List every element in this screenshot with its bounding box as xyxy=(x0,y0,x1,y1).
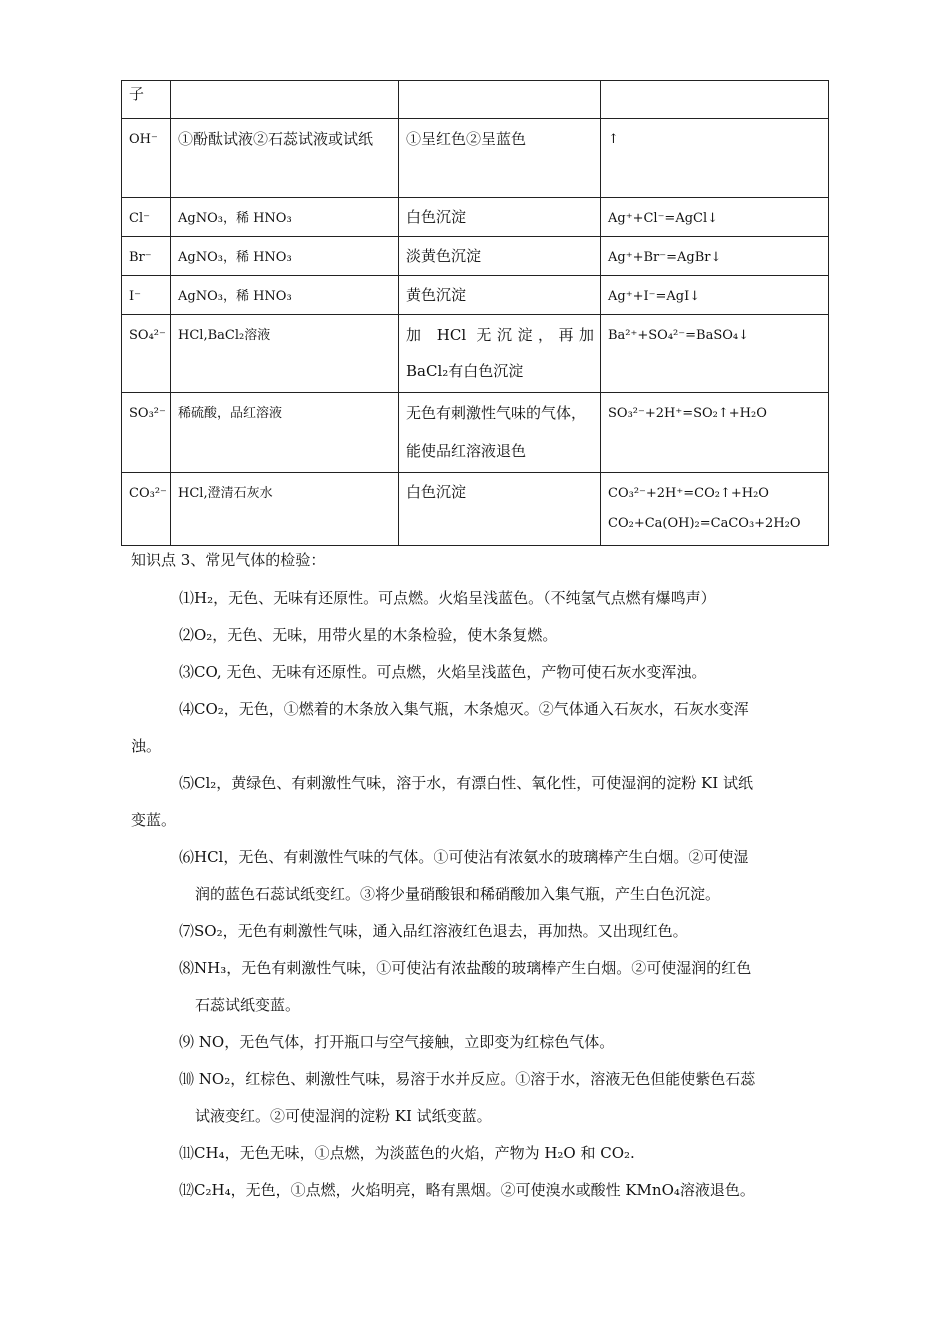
equation-line: CO₂+Ca(OH)₂=CaCO₃+2H₂O xyxy=(608,516,801,531)
item-text: ⑷CO₂，无色，①燃着的木条放入集气瓶，木条熄灭。②气体通入石灰水，石灰水变浑 xyxy=(179,700,749,718)
ion-test-table xyxy=(121,80,829,546)
equation-cell xyxy=(601,81,829,119)
item-text: ⑸Cl₂，黄绿色、有刺激性气味，溶于水，有漂白性、氧化性，可使湿润的淀粉 KI 试纸 xyxy=(179,774,753,792)
reagent-cell: HCl,澄清石灰水 xyxy=(171,473,399,546)
item-text: ⑻NH₃，无色有刺激性气味，①可使沾有浓盐酸的玻璃棒产生白烟。②可使湿润的红色 xyxy=(179,959,752,977)
ion-cell: SO₄²⁻ xyxy=(122,315,171,393)
list-item xyxy=(131,1135,821,1172)
reagent-cell: AgNO₃，稀 HNO₃ xyxy=(171,276,399,315)
reagent-cell: ①酚酞试液②石蕊试液或试纸 xyxy=(171,119,399,198)
reagent-cell: AgNO₃，稀 HNO₃ xyxy=(171,237,399,276)
item-text: ⑿C₂H₄，无色，①点燃，火焰明亮，略有黑烟。②可使溴水或酸性 KMnO₄溶液退色。 xyxy=(179,1181,755,1199)
ion-cell: SO₃²⁻ xyxy=(122,393,171,473)
table-row xyxy=(122,119,829,198)
item-text: ⑹HCl，无色、有刺激性气味的气体。①可使沾有浓氨水的玻璃棒产生白烟。②可使湿 xyxy=(179,848,749,866)
item-cont: 润的蓝色石蕊试纸变红。③将少量硝酸银和稀硝酸加入集气瓶，产生白色沉淀。 xyxy=(195,885,721,903)
list-item xyxy=(131,654,821,691)
reagent-cell: 稀硫酸，品红溶液 xyxy=(171,393,399,473)
phenomenon-cell: 淡黄色沉淀 xyxy=(399,237,601,276)
ion-cell: OH⁻ xyxy=(122,119,171,198)
list-item xyxy=(131,950,821,1024)
item-cont: 石蕊试纸变蓝。 xyxy=(195,996,301,1014)
item-text: ⑽ NO₂，红棕色、刺激性气味，易溶于水并反应。①溶于水，溶液无色但能使紫色石蕊 xyxy=(179,1070,756,1088)
table-row xyxy=(122,393,829,473)
phenomenon-cell: 加 HCl 无沉淀，再加 BaCl₂有白色沉淀 xyxy=(399,315,601,393)
equation-cell: SO₃²⁻+2H⁺=SO₂↑+H₂O xyxy=(601,393,829,473)
phenomenon-cell xyxy=(399,81,601,119)
phenomenon-cell: 白色沉淀 xyxy=(399,198,601,237)
item-cont: 变蓝。 xyxy=(131,811,177,829)
item-text: ⑵O₂，无色、无味，用带火星的木条检验，使木条复燃。 xyxy=(179,626,558,644)
equation-cell: ↑ xyxy=(601,119,829,198)
item-cont: 浊。 xyxy=(131,737,162,755)
list-item xyxy=(131,1024,821,1061)
item-cont: 试液变红。②可使湿润的淀粉 KI 试纸变蓝。 xyxy=(195,1107,492,1125)
equation-cell: Ag⁺+Br⁻=AgBr↓ xyxy=(601,237,829,276)
table-row xyxy=(122,473,829,546)
list-item xyxy=(131,765,821,839)
list-item xyxy=(131,1061,821,1135)
ion-cell: Br⁻ xyxy=(122,237,171,276)
phenomenon-cell: ①呈红色②呈蓝色 xyxy=(399,119,601,198)
item-text: ⑺SO₂，无色有刺激性气味，通入品红溶液红色退去，再加热。又出现红色。 xyxy=(179,922,688,940)
equation-cell: Ag⁺+I⁻=AgI↓ xyxy=(601,276,829,315)
item-text: ⑼ NO，无色气体，打开瓶口与空气接触，立即变为红棕色气体。 xyxy=(179,1033,615,1051)
phenomenon-cell: 白色沉淀 xyxy=(399,473,601,546)
equation-cell: Ag⁺+Cl⁻=AgCl↓ xyxy=(601,198,829,237)
phenomenon-cell: 黄色沉淀 xyxy=(399,276,601,315)
item-text: ⑾CH₄，无色无味，①点燃，为淡蓝色的火焰，产物为 H₂O 和 CO₂. xyxy=(179,1144,635,1162)
reagent-cell: AgNO₃，稀 HNO₃ xyxy=(171,198,399,237)
equation-line: CO₃²⁻+2H⁺=CO₂↑+H₂O xyxy=(608,486,769,501)
table-row xyxy=(122,315,829,393)
item-text: ⑴H₂，无色、无味有还原性。可点燃。火焰呈浅蓝色。（不纯氢气点燃有爆鸣声） xyxy=(179,589,716,607)
gas-test-list xyxy=(131,580,821,1209)
equation-cell xyxy=(601,473,829,546)
ion-cell: I⁻ xyxy=(122,276,171,315)
table-row xyxy=(122,237,829,276)
list-item xyxy=(131,691,821,765)
reagent-cell xyxy=(171,81,399,119)
list-item xyxy=(131,839,821,913)
reagent-cell: HCl,BaCl₂溶液 xyxy=(171,315,399,393)
table-row xyxy=(122,198,829,237)
list-item xyxy=(131,580,821,617)
list-item xyxy=(131,913,821,950)
item-text: ⑶CO, 无色、无味有还原性。可点燃，火焰呈浅蓝色，产物可使石灰水变浑浊。 xyxy=(179,663,707,681)
ion-cell: Cl⁻ xyxy=(122,198,171,237)
phenomenon-cell: 无色有刺激性气味的气体，能使品红溶液退色 xyxy=(399,393,601,473)
equation-cell: Ba²⁺+SO₄²⁻=BaSO₄↓ xyxy=(601,315,829,393)
section-title: 知识点 3、常见气体的检验： xyxy=(131,551,326,569)
list-item xyxy=(131,617,821,654)
ion-cell: CO₃²⁻ xyxy=(122,473,171,546)
table-row xyxy=(122,81,829,119)
table-row xyxy=(122,276,829,315)
ion-cell: 子 xyxy=(122,81,171,119)
list-item xyxy=(131,1172,821,1209)
